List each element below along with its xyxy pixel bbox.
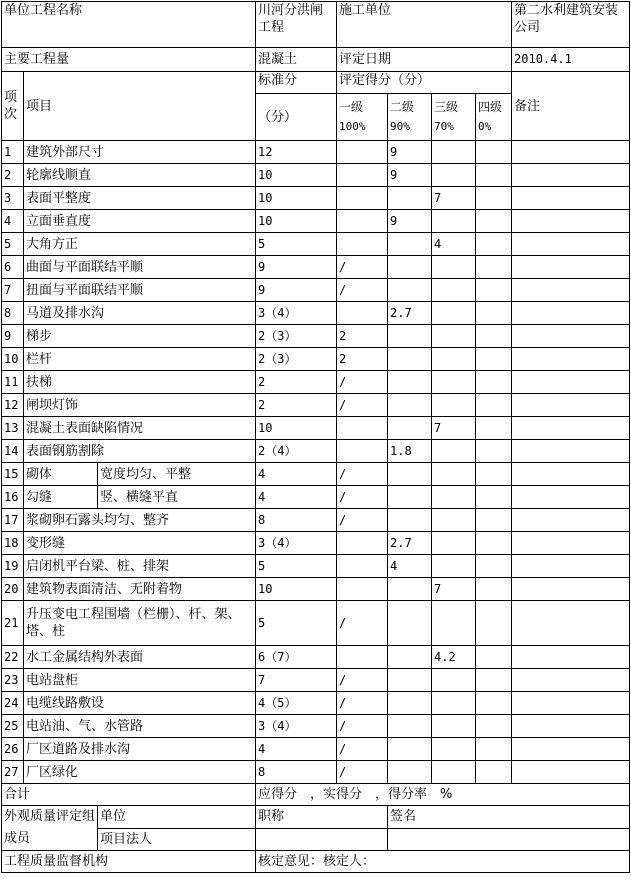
grade-score bbox=[432, 210, 476, 233]
row-std-score: 10 bbox=[256, 210, 337, 233]
grade-score bbox=[476, 646, 512, 669]
row-number: 11 bbox=[2, 371, 24, 394]
row-item: 厂区道路及排水沟 bbox=[24, 738, 256, 761]
row-item: 表面平整度 bbox=[24, 187, 256, 210]
row-std-score: 4 bbox=[256, 463, 337, 486]
row-item: 表面钢筋割除 bbox=[24, 440, 256, 463]
grade-score bbox=[476, 279, 512, 302]
row-item: 混凝土表面缺陷情况 bbox=[24, 417, 256, 440]
row-number: 14 bbox=[2, 440, 24, 463]
row-number: 9 bbox=[2, 325, 24, 348]
row-item: 水工金属结构外表面 bbox=[24, 646, 256, 669]
table-row bbox=[2, 279, 630, 302]
row-item: 梯步 bbox=[24, 325, 256, 348]
grade-header bbox=[337, 94, 388, 141]
row-std-score: 3（4） bbox=[256, 715, 337, 738]
grade-score bbox=[432, 440, 476, 463]
row-std-score: 5 bbox=[256, 233, 337, 256]
row-subitem: 竖、横缝平直 bbox=[98, 486, 256, 509]
table-row bbox=[2, 463, 630, 486]
row-item: 升压变电工程围墙（栏栅）、杆、架、塔、柱 bbox=[24, 601, 256, 646]
row-std-score: 2（4） bbox=[256, 440, 337, 463]
evaluation-table bbox=[1, 1, 630, 873]
construction-unit-label: 施工单位 bbox=[337, 2, 512, 48]
row-subitem: 宽度均匀、平整 bbox=[98, 463, 256, 486]
row-remark bbox=[512, 302, 630, 325]
grade-score: / bbox=[337, 601, 388, 646]
row-number: 2 bbox=[2, 164, 24, 187]
row-std-score: 2 bbox=[256, 371, 337, 394]
grade-score bbox=[388, 417, 432, 440]
row-item: 轮廓线顺直 bbox=[24, 164, 256, 187]
grade-score bbox=[476, 440, 512, 463]
grade-score bbox=[337, 233, 388, 256]
grade-score bbox=[476, 164, 512, 187]
grade-score bbox=[432, 371, 476, 394]
grade-score bbox=[337, 210, 388, 233]
grade-score bbox=[388, 692, 432, 715]
row-remark bbox=[512, 509, 630, 532]
grade-score: 2 bbox=[337, 325, 388, 348]
grade-score: / bbox=[337, 715, 388, 738]
row-std-score: 10 bbox=[256, 187, 337, 210]
grade-score: 1.8 bbox=[388, 440, 432, 463]
row-number: 25 bbox=[2, 715, 24, 738]
row-std-score: 8 bbox=[256, 761, 337, 784]
grade-score bbox=[476, 578, 512, 601]
grade-score bbox=[476, 532, 512, 555]
table-row bbox=[2, 417, 630, 440]
grade-score bbox=[432, 738, 476, 761]
row-std-score: 10 bbox=[256, 417, 337, 440]
row-remark bbox=[512, 417, 630, 440]
grade-score: 9 bbox=[388, 141, 432, 164]
row-std-score: 7 bbox=[256, 669, 337, 692]
row-remark bbox=[512, 210, 630, 233]
row-remark bbox=[512, 646, 630, 669]
table-row bbox=[2, 555, 630, 578]
row-number: 3 bbox=[2, 187, 24, 210]
row-number: 24 bbox=[2, 692, 24, 715]
grade-score: / bbox=[337, 256, 388, 279]
row-number: 21 bbox=[2, 601, 24, 646]
eval-date-label: 评定日期 bbox=[337, 48, 512, 72]
row-remark bbox=[512, 164, 630, 187]
row-std-score: 2（3） bbox=[256, 348, 337, 371]
row-remark bbox=[512, 463, 630, 486]
row-remark bbox=[512, 578, 630, 601]
row-number: 26 bbox=[2, 738, 24, 761]
table-row bbox=[2, 761, 630, 784]
row-number: 23 bbox=[2, 669, 24, 692]
main-quantity-label: 主要工程量 bbox=[2, 48, 256, 72]
seq-header: 项次 bbox=[2, 72, 24, 141]
table-row bbox=[2, 601, 630, 646]
row-std-score: 9 bbox=[256, 256, 337, 279]
grade-score bbox=[476, 669, 512, 692]
table-row bbox=[2, 715, 630, 738]
row-remark bbox=[512, 394, 630, 417]
table-row bbox=[2, 532, 630, 555]
grade-score bbox=[388, 669, 432, 692]
grade-score bbox=[337, 141, 388, 164]
grade-score: 7 bbox=[432, 187, 476, 210]
row-number: 10 bbox=[2, 348, 24, 371]
grade-name: 三级 bbox=[434, 100, 459, 114]
grade-score: / bbox=[337, 394, 388, 417]
table-row bbox=[2, 233, 630, 256]
grade-score bbox=[337, 187, 388, 210]
row-number: 1 bbox=[2, 141, 24, 164]
row-std-score: 3（4） bbox=[256, 302, 337, 325]
eval-date-value: 2010.4.1 bbox=[512, 48, 630, 72]
row-item: 建筑外部尺寸 bbox=[24, 141, 256, 164]
table-row bbox=[2, 394, 630, 417]
grade-score bbox=[337, 555, 388, 578]
grade-name: 二级 bbox=[390, 100, 415, 114]
grade-header bbox=[432, 94, 476, 141]
grade-score bbox=[337, 578, 388, 601]
row-std-score: 4 bbox=[256, 486, 337, 509]
row-remark bbox=[512, 692, 630, 715]
unit-label: 单位 bbox=[98, 806, 256, 829]
table-row bbox=[2, 646, 630, 669]
grade-score: 2.7 bbox=[388, 532, 432, 555]
grade-score bbox=[476, 187, 512, 210]
grade-score bbox=[476, 761, 512, 784]
row-number: 7 bbox=[2, 279, 24, 302]
total-label: 合计 bbox=[2, 784, 256, 806]
grade-score bbox=[476, 348, 512, 371]
supervision-label: 工程质量监督机构 bbox=[2, 851, 256, 873]
title-label: 职称 bbox=[256, 806, 388, 829]
grade-score bbox=[337, 164, 388, 187]
grade-score: / bbox=[337, 279, 388, 302]
row-number: 4 bbox=[2, 210, 24, 233]
row-number: 17 bbox=[2, 509, 24, 532]
row-std-score: 5 bbox=[256, 601, 337, 646]
row-item: 大角方正 bbox=[24, 233, 256, 256]
row-item: 闸坝灯饰 bbox=[24, 394, 256, 417]
grade-score bbox=[432, 348, 476, 371]
eval-group-row bbox=[2, 806, 630, 829]
grade-score bbox=[388, 601, 432, 646]
grade-score bbox=[432, 394, 476, 417]
row-item: 电站油、气、水管路 bbox=[24, 715, 256, 738]
grade-score bbox=[476, 394, 512, 417]
grade-name: 一级 bbox=[339, 100, 364, 114]
main-quantity-value: 混凝土 bbox=[256, 48, 337, 72]
signature-label: 签名 bbox=[388, 806, 630, 829]
row-remark bbox=[512, 669, 630, 692]
row-number: 5 bbox=[2, 233, 24, 256]
grade-score bbox=[476, 601, 512, 646]
grade-pct: 0% bbox=[478, 120, 492, 133]
grade-score bbox=[337, 440, 388, 463]
grade-score bbox=[388, 325, 432, 348]
table-row bbox=[2, 692, 630, 715]
row-item: 变形缝 bbox=[24, 532, 256, 555]
grade-name: 四级 bbox=[478, 100, 503, 114]
table-row bbox=[2, 669, 630, 692]
grade-score: / bbox=[337, 761, 388, 784]
grade-pct: 100% bbox=[339, 120, 366, 133]
eval-group-label: 外观质量评定组成员 bbox=[2, 806, 98, 851]
row-item: 马道及排水沟 bbox=[24, 302, 256, 325]
row-item: 厂区绿化 bbox=[24, 761, 256, 784]
row-item: 砌体 bbox=[24, 463, 98, 486]
row-std-score: 2（3） bbox=[256, 325, 337, 348]
total-row bbox=[2, 784, 630, 806]
grade-score bbox=[432, 463, 476, 486]
row-remark bbox=[512, 187, 630, 210]
construction-unit-value: 第二水利建筑安装公司 bbox=[512, 2, 630, 48]
grade-score bbox=[432, 692, 476, 715]
row-remark bbox=[512, 141, 630, 164]
item-header: 项目 bbox=[24, 72, 256, 141]
grade-header bbox=[476, 94, 512, 141]
grade-score bbox=[476, 256, 512, 279]
grade-score: 4 bbox=[432, 233, 476, 256]
row-std-score: 4 bbox=[256, 738, 337, 761]
grade-score bbox=[337, 532, 388, 555]
grade-score bbox=[337, 646, 388, 669]
row-item: 电缆线路敷设 bbox=[24, 692, 256, 715]
grade-score: 9 bbox=[388, 164, 432, 187]
grade-score bbox=[476, 302, 512, 325]
row-number: 18 bbox=[2, 532, 24, 555]
table-row bbox=[2, 164, 630, 187]
grade-score bbox=[476, 141, 512, 164]
grade-score bbox=[476, 417, 512, 440]
grade-score bbox=[476, 509, 512, 532]
grade-score bbox=[388, 279, 432, 302]
grade-score bbox=[476, 555, 512, 578]
row-std-score: 10 bbox=[256, 578, 337, 601]
grade-score bbox=[388, 233, 432, 256]
grade-score bbox=[476, 486, 512, 509]
row-number: 6 bbox=[2, 256, 24, 279]
std-score-header: 标准分 bbox=[256, 72, 337, 94]
grade-score: 4.2 bbox=[432, 646, 476, 669]
row-remark bbox=[512, 371, 630, 394]
eval-score-header: 评定得分（分） bbox=[337, 72, 512, 94]
table-row bbox=[2, 738, 630, 761]
row-std-score: 4（5） bbox=[256, 692, 337, 715]
row-item: 曲面与平面联结平顺 bbox=[24, 256, 256, 279]
grade-score bbox=[476, 738, 512, 761]
row-number: 20 bbox=[2, 578, 24, 601]
grade-score bbox=[432, 302, 476, 325]
grade-header bbox=[388, 94, 432, 141]
grade-score bbox=[432, 164, 476, 187]
table-row bbox=[2, 371, 630, 394]
row-remark bbox=[512, 761, 630, 784]
grade-score bbox=[388, 486, 432, 509]
grade-score: / bbox=[337, 509, 388, 532]
supervision-row bbox=[2, 851, 630, 873]
grade-score: 7 bbox=[432, 578, 476, 601]
grade-score bbox=[388, 646, 432, 669]
grade-score bbox=[388, 394, 432, 417]
row-remark bbox=[512, 256, 630, 279]
table-row bbox=[2, 348, 630, 371]
title-cell bbox=[256, 828, 388, 851]
grade-score bbox=[432, 601, 476, 646]
row-item: 栏杆 bbox=[24, 348, 256, 371]
total-text: 应得分 ，实得分 ，得分率 % bbox=[256, 784, 630, 806]
grade-score bbox=[432, 761, 476, 784]
grade-score bbox=[432, 256, 476, 279]
row-remark bbox=[512, 348, 630, 371]
grade-score bbox=[432, 141, 476, 164]
row-remark bbox=[512, 715, 630, 738]
row-number: 15 bbox=[2, 463, 24, 486]
grade-score bbox=[388, 187, 432, 210]
table-row bbox=[2, 486, 630, 509]
grade-score bbox=[432, 715, 476, 738]
table-row bbox=[2, 325, 630, 348]
row-item: 浆砌卵石露头均匀、整齐 bbox=[24, 509, 256, 532]
grade-score: 4 bbox=[388, 555, 432, 578]
row-std-score: 6（7） bbox=[256, 646, 337, 669]
grade-score bbox=[432, 325, 476, 348]
table-row bbox=[2, 141, 630, 164]
row-std-score: 8 bbox=[256, 509, 337, 532]
grade-score bbox=[476, 233, 512, 256]
row-std-score: 2 bbox=[256, 394, 337, 417]
row-remark bbox=[512, 440, 630, 463]
grade-score bbox=[388, 509, 432, 532]
grade-score bbox=[388, 348, 432, 371]
row-number: 19 bbox=[2, 555, 24, 578]
grade-score: / bbox=[337, 463, 388, 486]
row-number: 16 bbox=[2, 486, 24, 509]
grade-score bbox=[476, 371, 512, 394]
row-item: 建筑物表面清洁、无附着物 bbox=[24, 578, 256, 601]
table-row bbox=[2, 187, 630, 210]
grade-score bbox=[432, 509, 476, 532]
table-row bbox=[2, 210, 630, 233]
row-std-score: 10 bbox=[256, 164, 337, 187]
grade-score bbox=[432, 486, 476, 509]
unit-project-label: 单位工程名称 bbox=[2, 2, 256, 48]
grade-score bbox=[476, 325, 512, 348]
row-number: 12 bbox=[2, 394, 24, 417]
grade-score: / bbox=[337, 692, 388, 715]
row-number: 22 bbox=[2, 646, 24, 669]
grade-pct: 90% bbox=[390, 120, 410, 133]
table-row bbox=[2, 509, 630, 532]
table-row bbox=[2, 256, 630, 279]
row-item: 启闭机平台梁、桩、排架 bbox=[24, 555, 256, 578]
verify-text: 核定意见：核定人： bbox=[256, 851, 630, 873]
row-item: 扭面与平面联结平顺 bbox=[24, 279, 256, 302]
grade-score bbox=[388, 738, 432, 761]
row-number: 13 bbox=[2, 417, 24, 440]
grade-score: / bbox=[337, 738, 388, 761]
row-item: 电站盘柜 bbox=[24, 669, 256, 692]
grade-score: 9 bbox=[388, 210, 432, 233]
std-score-unit: （分） bbox=[256, 94, 337, 141]
grade-score bbox=[432, 669, 476, 692]
grade-score bbox=[476, 715, 512, 738]
grade-score bbox=[476, 210, 512, 233]
grade-score: 2.7 bbox=[388, 302, 432, 325]
legal-rep-label: 项目法人 bbox=[98, 828, 256, 851]
grade-score bbox=[388, 761, 432, 784]
row-item: 立面垂直度 bbox=[24, 210, 256, 233]
row-remark bbox=[512, 486, 630, 509]
grade-score bbox=[388, 715, 432, 738]
grade-pct: 70% bbox=[434, 120, 454, 133]
grade-score: / bbox=[337, 371, 388, 394]
row-std-score: 3（4） bbox=[256, 532, 337, 555]
unit-project-value: 川河分洪闸工程 bbox=[256, 2, 337, 48]
row-remark bbox=[512, 738, 630, 761]
grade-score: / bbox=[337, 486, 388, 509]
row-remark bbox=[512, 601, 630, 646]
grade-score: 2 bbox=[337, 348, 388, 371]
row-remark bbox=[512, 532, 630, 555]
row-remark bbox=[512, 325, 630, 348]
grade-score bbox=[432, 532, 476, 555]
grade-score bbox=[388, 578, 432, 601]
table-row bbox=[2, 440, 630, 463]
row-std-score: 5 bbox=[256, 555, 337, 578]
row-number: 8 bbox=[2, 302, 24, 325]
table-row bbox=[2, 302, 630, 325]
row-std-score: 12 bbox=[256, 141, 337, 164]
remark-header: 备注 bbox=[512, 72, 630, 141]
grade-score bbox=[432, 555, 476, 578]
row-std-score: 9 bbox=[256, 279, 337, 302]
signature-cell bbox=[388, 828, 630, 851]
grade-score bbox=[388, 463, 432, 486]
row-item: 扶梯 bbox=[24, 371, 256, 394]
grade-score bbox=[432, 279, 476, 302]
row-item: 勾缝 bbox=[24, 486, 98, 509]
table-row bbox=[2, 578, 630, 601]
row-number: 27 bbox=[2, 761, 24, 784]
grade-score bbox=[337, 302, 388, 325]
grade-score bbox=[476, 692, 512, 715]
row-remark bbox=[512, 233, 630, 256]
row-remark bbox=[512, 555, 630, 578]
row-remark bbox=[512, 279, 630, 302]
grade-score bbox=[337, 417, 388, 440]
grade-score: / bbox=[337, 669, 388, 692]
grade-score bbox=[388, 256, 432, 279]
grade-score bbox=[388, 371, 432, 394]
grade-score bbox=[476, 463, 512, 486]
grade-score: 7 bbox=[432, 417, 476, 440]
